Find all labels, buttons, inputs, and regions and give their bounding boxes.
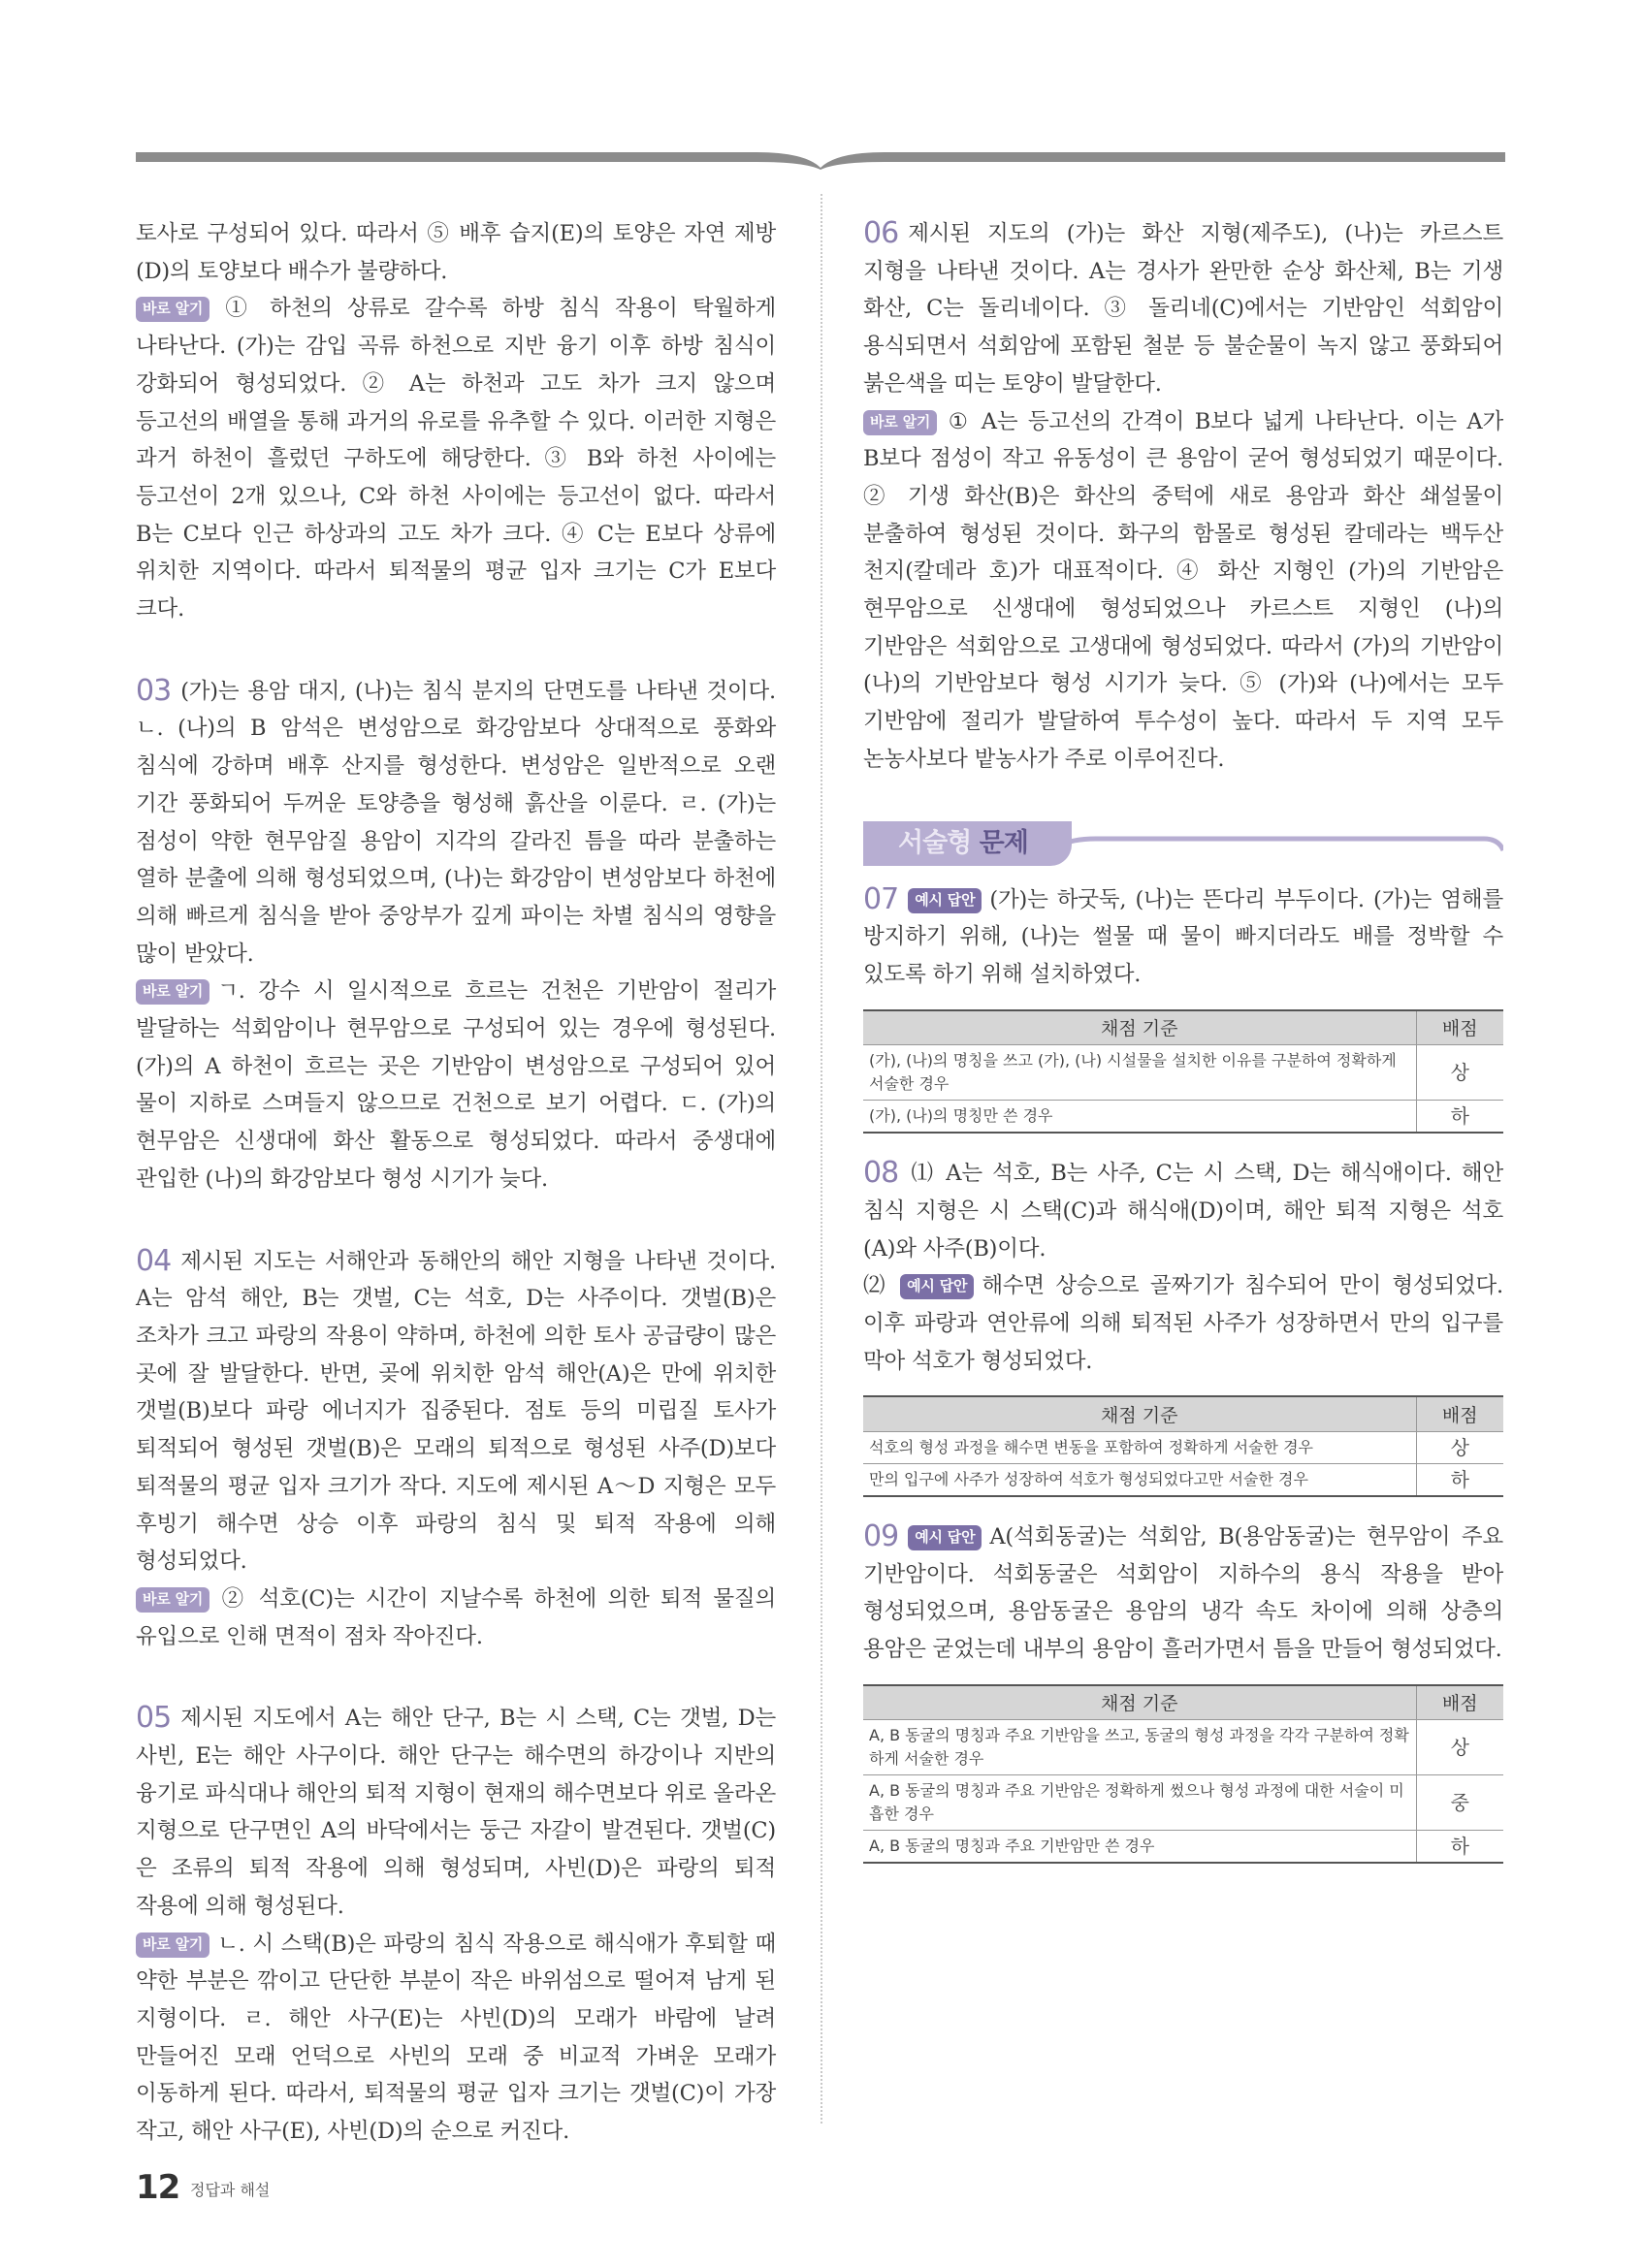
table-row [863, 1463, 1503, 1496]
q05-text: 제시된 지도에서 A는 해안 단구, B는 시 스택, C는 갯벌, D는 사빈, E는 해안 사구이다. 해안 단구는 해수면의 하강이나 지반의 융기로 파식대나 해안의 퇴적 지형이 현재의 해수면보다 위로 올라온 지형으로 단구면인 A의 바닥에서는 둥근 자갈이 발견된다. 갯벌(C)은 조류의 퇴적 작용에 의해 형성되며, 사빈(D)은 파랑의 퇴적 작용에 의해 형성된다. [136, 1706, 776, 1919]
score-cell: 상 [1416, 1431, 1503, 1463]
page-number: 12 [136, 2168, 180, 2207]
q06-paragraph [863, 215, 1503, 403]
table-row [863, 1720, 1503, 1775]
score-cell: 하 [1416, 1831, 1503, 1864]
top-decorative-bar [136, 148, 1505, 170]
criteria-cell: (가), (나)의 명칭을 쓰고 (가), (나) 시설물을 설치한 이유를 구분하여 정확하게 서술한 경우 [863, 1045, 1416, 1101]
baro-text: ㄴ. 시 스택(B)은 파랑의 침식 작용으로 해식애가 후퇴할 때 약한 부분은 깎이고 단단한 부분이 작은 바위섬으로 떨어져 남게 된 지형이다. ㄹ. 해안 사구(E)는 사빈(D)의 모래가 바람에 날려 만들어진 모래 언덕으로 사빈의 모래 중 비교적 가벼운 모래가 이동하게 된다. 따라서, 퇴적물의 평균 입자 크기는 갯벌(C)이 가장 작고, 해안 사구(E), 사빈(D)의 순으로 커진다. [136, 1931, 776, 2145]
question-number: 08 [863, 1156, 899, 1191]
baro-tag: 바로 알기 [863, 410, 937, 435]
score-header: 배점 [1416, 1685, 1503, 1720]
answer-tag: 예시 답안 [908, 1525, 982, 1550]
question-number: 03 [136, 673, 172, 708]
q04-text: 제시된 지도는 서해안과 동해안의 해안 지형을 나타낸 것이다. A는 암석 해안, B는 갯벌, C는 석호, D는 사주이다. 갯벌(B)은 조차가 크고 파랑의 작용이 약하며, 하천에 의한 토사 공급량이 많은 곳에 잘 발달한다. 반면, 곶에 위치한 암석 해안(A)은 만에 위치한 갯벌(B)보다 파랑 에너지가 집중된다. 점토 등의 미립질 토사가 퇴적되어 형성된 갯벌(B)은 모래의 퇴적으로 형성된 사주(D)보다 퇴적물의 평균 입자 크기가 작다. 지도에 제시된 A～D 지형은 모두 후빙기 해수면 상승 이후 파랑의 침식 및 퇴적 작용에 의해 형성되었다. [136, 1248, 776, 1575]
score-cell: 하 [1416, 1101, 1503, 1134]
right-column [863, 215, 1503, 1885]
criteria-header: 채점 기준 [863, 1010, 1416, 1045]
score-cell: 상 [1416, 1045, 1503, 1101]
q04-paragraph [136, 1243, 776, 1581]
q06-text: 제시된 지도의 (가)는 화산 지형(제주도), (나)는 카르스트 지형을 나타낸 것이다. A는 경사가 완만한 순상 화산체, B는 기생 화산, C는 돌리네이다. ③ 돌리네(C)에서는 기반암인 석회암이 용식되면서 석회암에 포함된 철분 등 불순물이 녹지 않고 풍화되어 붉은색을 띠는 토양이 발달한다. [863, 221, 1503, 397]
table-row [863, 1831, 1503, 1864]
question-03 [136, 673, 776, 1198]
q09-text: A(석회동굴)는 석회암, B(용암동굴)는 현무암이 주요 기반암이다. 석회동굴은 석회암이 지하수의 용식 작용을 받아 형성되었으며, 용암동굴은 용암의 냉각 속도 차이에 의해 상층의 용암은 굳었는데 내부의 용암이 흘러가면서 틈을 만들어 형성되었다. [863, 1523, 1503, 1662]
baro-paragraph [136, 1926, 776, 2151]
q07-scoring-table [863, 1009, 1503, 1134]
score-header: 배점 [1416, 1010, 1503, 1045]
question-09 [863, 1518, 1503, 1864]
baro-tag: 바로 알기 [136, 979, 209, 1005]
baro-paragraph [863, 403, 1503, 779]
paragraph: 토사로 구성되어 있다. 따라서 ⑤ 배후 습지(E)의 토양은 자연 제방(D)의 토양보다 배수가 불량하다. [136, 221, 776, 284]
q08-paragraph-2 [863, 1267, 1503, 1380]
question-number: 09 [863, 1518, 899, 1553]
question-04 [136, 1243, 776, 1656]
baro-text: ① A는 등고선의 간격이 B보다 넓게 나타난다. 이는 A가 B보다 점성이 작고 유동성이 큰 용암이 굳어 형성되었기 때문이다. ② 기생 화산(B)은 화산의 중턱에 새로 용암과 화산 쇄설물이 분출하여 형성된 것이다. 화구의 함몰로 형성된 칼데라는 백두산 천지(칼데라 호)가 대표적이다. ④ 화산 지형인 (가)의 기반암은 현무암으로 신생대에 형성되었으나 카르스트 지형인 (나)의 기반암은 석회암으로 고생대에 형성되었다. 따라서 (가)의 기반암이 (나)의 기반암보다 형성 시기가 늦다. ⑤ (가)와 (나)에서는 모두 기반암에 절리가 발달하여 투수성이 높다. 따라서 두 지역 모두 논농사보다 밭농사가 주로 이루어진다. [863, 408, 1503, 772]
question-number: 06 [863, 216, 899, 250]
table-row [863, 1431, 1503, 1463]
baro-tag: 바로 알기 [136, 1933, 209, 1958]
baro-paragraph [136, 1581, 776, 1655]
score-cell: 중 [1416, 1775, 1503, 1831]
score-cell: 상 [1416, 1720, 1503, 1775]
baro-paragraph [136, 290, 776, 627]
q09-paragraph [863, 1518, 1503, 1669]
criteria-cell: 석호의 형성 과정을 해수면 변동을 포함하여 정확하게 서술한 경우 [863, 1431, 1416, 1463]
q08-scoring-table [863, 1395, 1503, 1497]
question-number: 04 [136, 1243, 172, 1278]
baro-text: ㄱ. 강수 시 일시적으로 흐르는 건천은 기반암이 절리가 발달하는 석회암이나 현무암으로 구성되어 있는 경우에 형성된다. (가)의 A 하천이 흐르는 곳은 기반암이 변성암으로 구성되어 있어 물이 지하로 스며들지 않으므로 건천으로 보기 어렵다. ㄷ. (가)의 현무암은 신생대에 화산 활동으로 형성되었다. 따라서 중생대에 관입한 (나)의 화강암보다 형성 시기가 늦다. [136, 978, 776, 1192]
baro-paragraph [136, 973, 776, 1198]
question-number: 05 [136, 1701, 172, 1736]
q05-paragraph [136, 1700, 776, 1925]
question-number: 07 [863, 881, 899, 916]
table-row [863, 1101, 1503, 1134]
q07-text: (가)는 하굿둑, (나)는 뜬다리 부두이다. (가)는 염해를 방지하기 위해, (나)는 썰물 때 물이 빠지더라도 배를 정박할 수 있도록 하기 위해 설치하였다. [863, 886, 1503, 987]
answer-tag: 예시 답안 [900, 1274, 974, 1299]
table-row [863, 1045, 1503, 1101]
criteria-cell: A, B 동굴의 명칭과 주요 기반암은 정확하게 썼으나 형성 과정에 대한 서술이 미흡한 경우 [863, 1775, 1416, 1831]
criteria-cell: (가), (나)의 명칭만 쓴 경우 [863, 1101, 1416, 1134]
question-07 [863, 881, 1503, 1134]
baro-text: ② 석호(C)는 시간이 지날수록 하천에 의한 퇴적 물질의 유입으로 인해 면적이 점차 작아진다. [136, 1585, 776, 1649]
table-row [863, 1775, 1503, 1831]
baro-tag: 바로 알기 [136, 1587, 209, 1613]
section-title-b: 문제 [979, 827, 1028, 858]
baro-text: ① 하천의 상류로 갈수록 하방 침식 작용이 탁월하게 나타난다. (가)는 감입 곡류 하천으로 지반 융기 이후 하방 침식이 강화되어 형성되었다. ② A는 하천과 고도 차가 크지 않으며 등고선의 배열을 통해 과거의 유로를 유추할 수 있다. 이러한 지형은 과거 하천이 흘렀던 구하도에 해당한다. ③ B와 하천 사이에는 등고선이 2개 있으나, C와 하천 사이에는 등고선이 없다. 따라서 B는 C보다 인근 하상과의 고도 차가 크다. ④ C는 E보다 상류에 위치한 지역이다. 따라서 퇴적물의 평균 입자 크기는 C가 E보다 크다. [136, 296, 776, 623]
question-05 [136, 1700, 776, 2150]
q07-paragraph [863, 881, 1503, 994]
criteria-cell: 만의 입구에 사주가 성장하여 석호가 형성되었다고만 서술한 경우 [863, 1463, 1416, 1496]
criteria-header: 채점 기준 [863, 1396, 1416, 1431]
q09-scoring-table [863, 1684, 1503, 1865]
score-cell: 하 [1416, 1463, 1503, 1496]
score-header: 배점 [1416, 1396, 1503, 1431]
column-divider [821, 194, 822, 2124]
q03-text: (가)는 용암 대지, (나)는 침식 분지의 단면도를 나타낸 것이다. ㄴ. (나)의 B 암석은 변성암으로 화강암보다 상대적으로 풍화와 침식에 강하며 배후 산지를 형성한다. 변성암은 일반적으로 오랜 기간 풍화되어 두꺼운 토양층을 형성해 흙산을 이룬다. ㄹ. (가)는 점성이 약한 현무암질 용암이 지각의 갈라진 틈을 따라 분출하는 열하 분출에 의해 형성되었으며, (나)는 화강암이 변성암보다 하천에 의해 빠르게 침식을 받아 중앙부가 깊게 파이는 차별 침식의 영향을 많이 받았다. [136, 678, 776, 967]
question-06 [863, 215, 1503, 779]
question-08 [863, 1155, 1503, 1497]
baro-tag: 바로 알기 [136, 297, 209, 322]
criteria-cell: A, B 동굴의 명칭과 주요 기반암만 쓴 경우 [863, 1831, 1416, 1864]
answer-tag: 예시 답안 [908, 888, 982, 913]
q02-continuation [136, 215, 776, 628]
criteria-cell: A, B 동굴의 명칭과 주요 기반암을 쓰고, 동굴의 형성 과정을 각각 구분하여 정확하게 서술한 경우 [863, 1720, 1416, 1775]
section-header-essay [863, 817, 1503, 870]
section-title-a: 서술형 [898, 827, 972, 858]
footer-label: 정답과 해설 [190, 2181, 271, 2199]
section-title [863, 821, 1072, 866]
q08-sub-number: ⑵ [863, 1273, 889, 1299]
q08-text-1: ⑴ A는 석호, B는 사주, C는 시 스택, D는 해식애이다. 해안 침식 지형은 시 스택(C)과 해식애(D)이며, 해안 퇴적 지형은 석호(A)와 사주(B)이다. [863, 1161, 1503, 1262]
q08-paragraph-1 [863, 1155, 1503, 1267]
left-column [136, 215, 776, 2195]
criteria-header: 채점 기준 [863, 1685, 1416, 1720]
q08-text-2: 해수면 상승으로 골짜기가 침수되어 만이 형성되었다. 이후 파랑과 연안류에 의해 퇴적된 사주가 성장하면서 만의 입구를 막아 석호가 형성되었다. [863, 1273, 1503, 1374]
q03-paragraph [136, 673, 776, 974]
